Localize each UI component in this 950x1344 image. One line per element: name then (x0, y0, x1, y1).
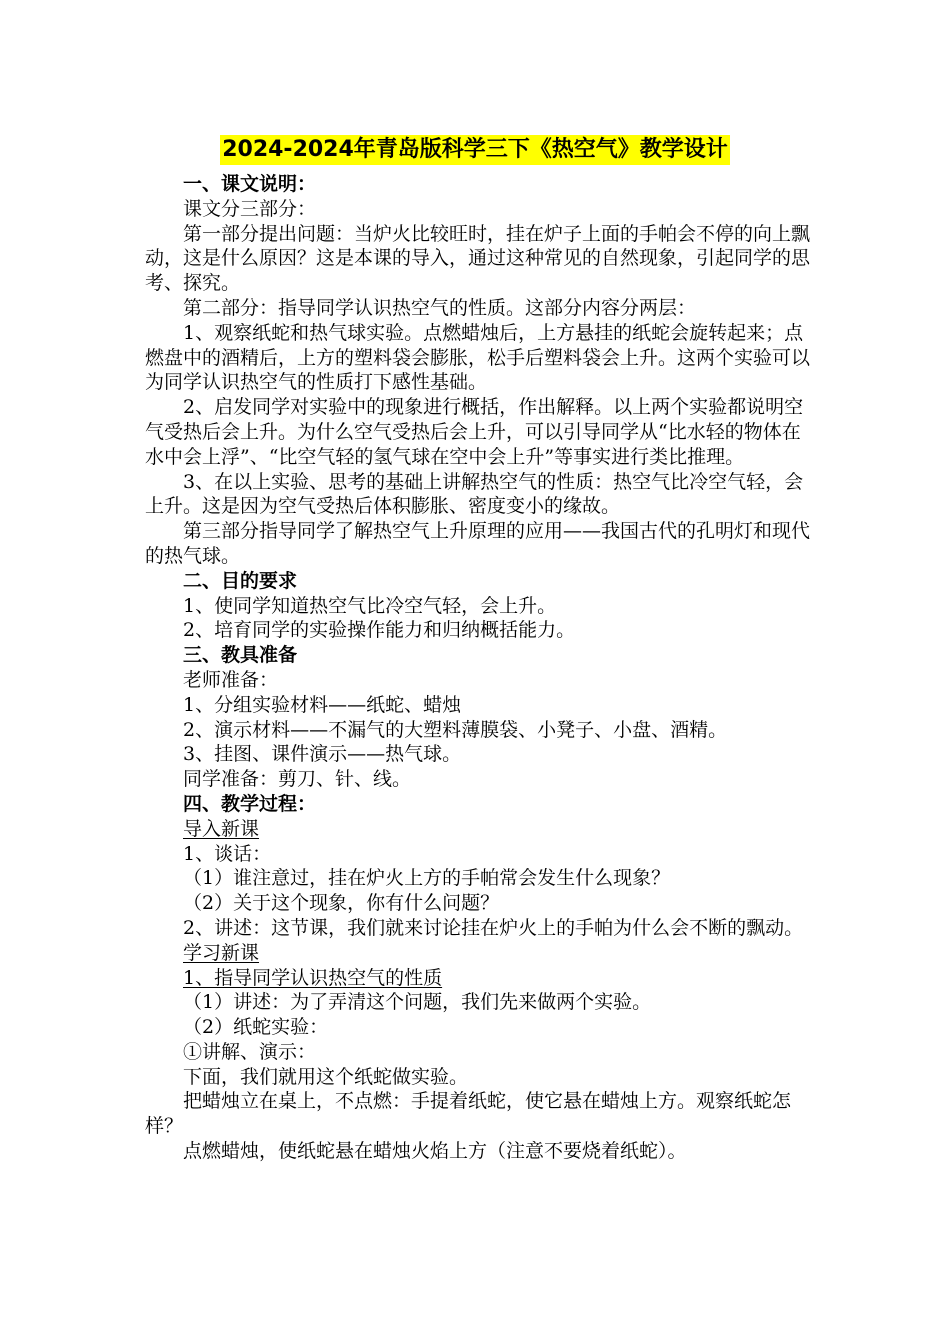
body-paragraph: ①讲解、演示： (183, 1040, 317, 1063)
body-paragraph: 3、挂图、课件演示——热气球。 (183, 743, 462, 766)
title-container (0, 135, 950, 165)
subsection-heading (145, 941, 815, 966)
body-paragraph: 2、启发同学对实验中的现象进行概括，作出解释。以上两个实验都说明空气受热后会上升。为什么空气受热后会上升，可以引导同学从“比水轻的物体在水中会上浮”、“比空气轻的氢气球在空中会上升”等事实进行类比推理。 (145, 396, 804, 468)
section-heading: 四、教学过程： (183, 792, 317, 815)
document-title: 2024-2024年青岛版科学三下《热空气》教学设计 (220, 135, 730, 165)
body-paragraph: 1、观察纸蛇和热气球实验。点燃蜡烛后，上方悬挂的纸蛇会旋转起来；点燃盘中的酒精后，上方的塑料袋会膨胀，松手后塑料袋会上升。这两个实验可以为同学认识热空气的性质打下感性基础。 (145, 321, 811, 394)
body-paragraph: 课文分三部分： (183, 197, 317, 220)
body-paragraph: 2、演示材料——不漏气的大塑料薄膜袋、小凳子、小盘、酒精。 (183, 718, 728, 741)
body-paragraph: 第二部分：指导同学认识热空气的性质。这部分内容分两层： (183, 296, 697, 319)
subsection-heading-text: 1、指导同学认识热空气的性质 (183, 966, 443, 989)
document-body (145, 172, 815, 1164)
body-paragraph: 把蜡烛立在桌上，不点燃：手提着纸蛇，使它悬在蜡烛上方。观察纸蛇怎样？ (145, 1090, 792, 1138)
body-paragraph: （1）讲述：为了弄清这个问题，我们先来做两个实验。 (183, 991, 652, 1014)
body-paragraph: 2、培育同学的实验操作能力和归纳概括能力。 (183, 619, 576, 642)
section-heading: 一、课文说明： (183, 173, 317, 195)
body-paragraph: （2）纸蛇实验： (183, 1016, 329, 1039)
body-paragraph: 2、讲述：这节课，我们就来讨论挂在炉火上的手帕为什么会不断的飘动。 (183, 916, 804, 939)
body-paragraph: （1）谁注意过，挂在炉火上方的手帕常会发生什么现象？ (183, 867, 671, 890)
subsection-heading-text: 学习新课 (183, 941, 260, 964)
body-paragraph: 下面，我们就用这个纸蛇做实验。 (183, 1065, 469, 1088)
body-paragraph: 第三部分指导同学了解热空气上升原理的应用——我国古代的孔明灯和现代的热气球。 (145, 520, 811, 567)
subsection-heading-text: 导入新课 (183, 817, 260, 840)
body-paragraph: 1、谈话： (183, 842, 272, 865)
body-paragraph: 3、在以上实验、思考的基础上讲解热空气的性质：热空气比冷空气轻，会上升。这是因为空气受热后体积膨胀、密度变小的缘故。 (145, 470, 804, 518)
section-heading: 二、目的要求 (183, 569, 298, 592)
section-heading: 三、教具准备 (183, 644, 298, 667)
body-paragraph: （2）关于这个现象，你有什么问题？ (183, 892, 500, 915)
body-paragraph: 同学准备：剪刀、针、线。 (183, 768, 412, 791)
subsection-heading (145, 817, 815, 842)
body-paragraph: 第一部分提出问题：当炉火比较旺时，挂在炉子上面的手帕会不停的向上飘动，这是什么原因？这是本课的导入，通过这种常见的自然现象，引起同学的思考、探究。 (145, 222, 811, 295)
body-paragraph: 老师准备： (183, 668, 279, 691)
body-paragraph: 1、分组实验材料——纸蛇、蜡烛 (183, 693, 462, 716)
body-paragraph: 点燃蜡烛，使纸蛇悬在蜡烛火焰上方（注意不要烧着纸蛇）。 (183, 1140, 687, 1163)
body-paragraph: 1、使同学知道热空气比冷空气轻，会上升。 (183, 594, 557, 617)
subsection-heading (145, 966, 815, 991)
